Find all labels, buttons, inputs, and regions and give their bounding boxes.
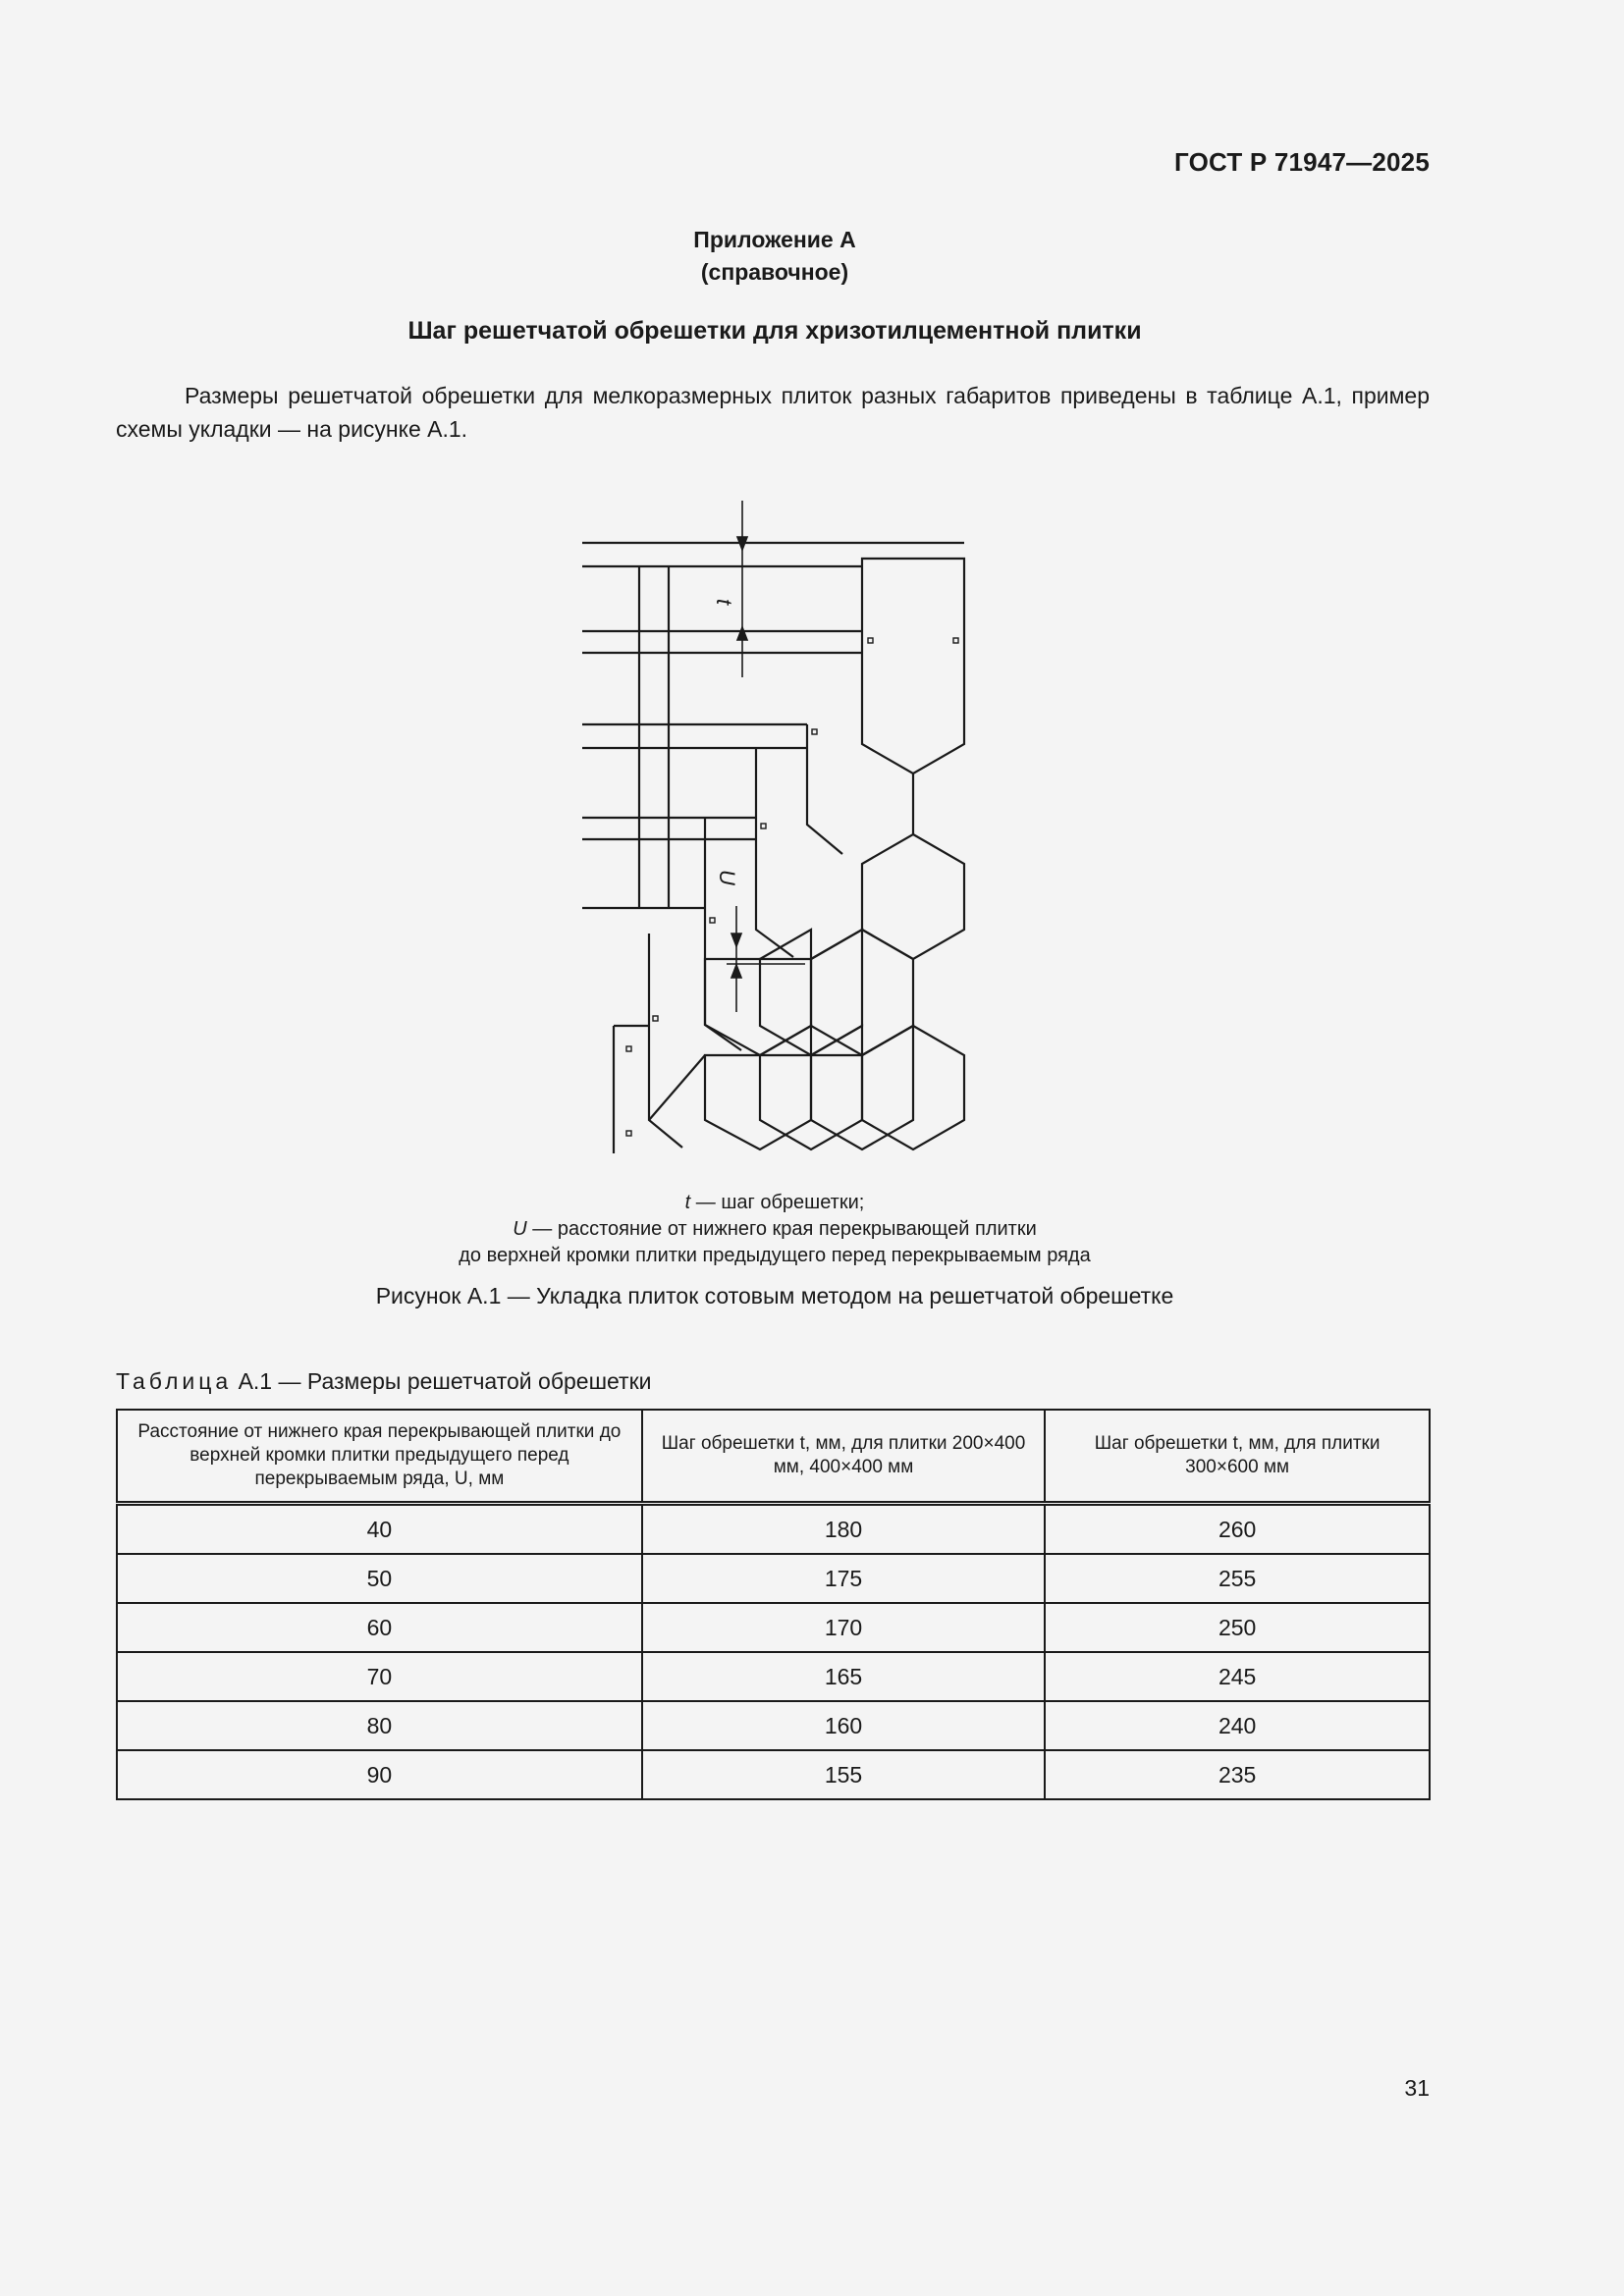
- tile-edge-2: [807, 724, 842, 854]
- cell-t-small: 180: [642, 1504, 1045, 1555]
- table-title: [116, 1368, 652, 1395]
- table-row: [117, 1701, 1430, 1750]
- cell-u: 60: [117, 1603, 642, 1652]
- table-label: Таблица: [116, 1368, 233, 1394]
- document-code: ГОСТ Р 71947—2025: [1174, 147, 1430, 177]
- legend-u-text: — расстояние от нижнего края перекрывающей плитки: [526, 1218, 1037, 1240]
- cell-t-large: 240: [1045, 1701, 1430, 1750]
- cell-t-small: 155: [642, 1750, 1045, 1799]
- table-row: [117, 1554, 1430, 1603]
- table-row: [117, 1603, 1430, 1652]
- cell-u: 80: [117, 1701, 642, 1750]
- header-step-large-tile: Шаг обрешетки t, мм, для плитки 300×600 мм: [1045, 1410, 1430, 1504]
- appendix-label: Приложение А: [693, 227, 856, 252]
- u-label: U: [715, 870, 739, 885]
- t-label: t: [712, 599, 736, 606]
- page-number: 31: [1404, 2075, 1430, 2101]
- figure-legend: [0, 1190, 1549, 1269]
- cell-t-large: 250: [1045, 1603, 1430, 1652]
- table-row: [117, 1750, 1430, 1799]
- legend-u-continued: до верхней кромки плитки предыдущего перед перекрываемым ряда: [459, 1245, 1091, 1266]
- cell-t-small: 175: [642, 1554, 1045, 1603]
- counter-battens: [639, 566, 669, 908]
- cell-t-small: 165: [642, 1652, 1045, 1701]
- cell-t-large: 245: [1045, 1652, 1430, 1701]
- t-dimension: [737, 501, 747, 677]
- table-row: [117, 1504, 1430, 1555]
- top-tile: [862, 559, 964, 774]
- cell-u: 70: [117, 1652, 642, 1701]
- table-row: [117, 1652, 1430, 1701]
- cell-u: 90: [117, 1750, 642, 1799]
- legend-t: [0, 1190, 1549, 1216]
- table-header-row: [117, 1410, 1430, 1504]
- tile-edge-3: [756, 748, 793, 957]
- cell-u: 50: [117, 1554, 642, 1603]
- figure-caption: Рисунок А.1 — Укладка плиток сотовым методом на решетчатой обрешетке: [375, 1283, 1174, 1308]
- header-step-small-tile: Шаг обрешетки t, мм, для плитки 200×400 мм, 400×400 мм: [642, 1410, 1045, 1504]
- appendix-title: Шаг решетчатой обрешетки для хризотилцементной плитки: [407, 317, 1142, 345]
- appendix-heading: [0, 224, 1549, 289]
- legend-u-symbol: U: [513, 1218, 527, 1240]
- cell-t-large: 260: [1045, 1504, 1430, 1555]
- honeycomb-diagram: [579, 496, 972, 1163]
- lathing-figure: [579, 496, 972, 1163]
- header-u-distance: Расстояние от нижнего края перекрывающей плитки до верхней кромки плитки предыдущего перед перекрываемым ряда, U, мм: [117, 1410, 642, 1504]
- fastener-dots: [626, 638, 958, 1136]
- intro-paragraph: Размеры решетчатой обрешетки для мелкоразмерных плиток разных габаритов приведены в таблице А.1, пример схемы укладки — на рисунке А.1.: [116, 383, 1430, 442]
- cell-u: 40: [117, 1504, 642, 1555]
- table-title-text: А.1 — Размеры решетчатой обрешетки: [232, 1368, 652, 1394]
- legend-u: [0, 1216, 1549, 1243]
- appendix-type: (справочное): [700, 259, 849, 285]
- legend-t-symbol: t: [684, 1192, 691, 1213]
- lathing-table: [116, 1409, 1431, 1800]
- cell-t-large: 255: [1045, 1554, 1430, 1603]
- cell-t-small: 160: [642, 1701, 1045, 1750]
- cell-t-small: 170: [642, 1603, 1045, 1652]
- cell-t-large: 235: [1045, 1750, 1430, 1799]
- legend-t-text: — шаг обрешетки;: [690, 1192, 865, 1213]
- hexagon-tiles: [649, 834, 964, 1149]
